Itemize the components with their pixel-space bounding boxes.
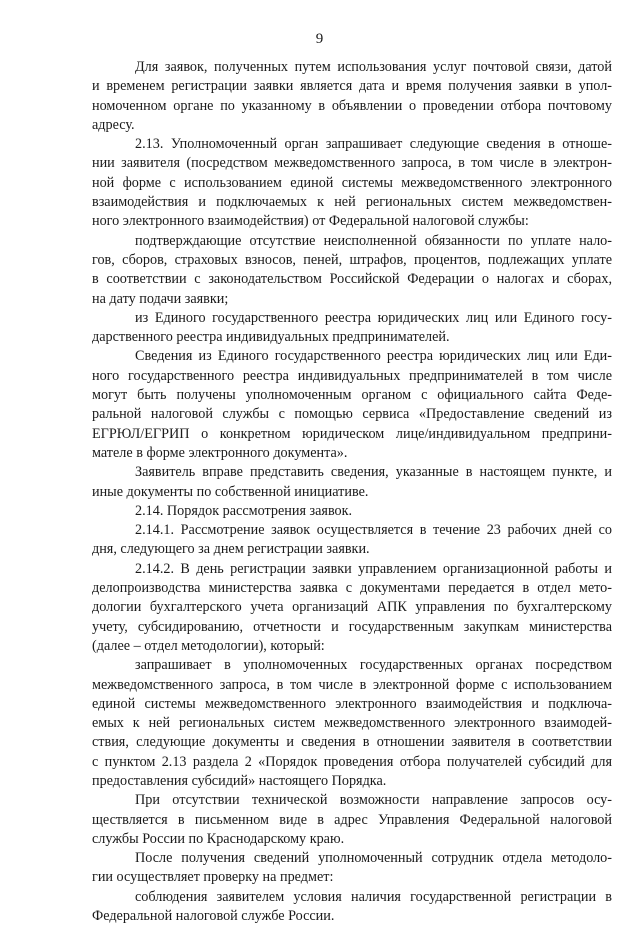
text-line: Для заявок, полученных путем использования услуг почтовой связи, датой	[135, 59, 612, 75]
text-line: Федеральной налоговой службе России.	[92, 908, 335, 925]
text-line: дологии бухгалтерского учета организаций АПК управления по бухгалтерскому	[92, 599, 612, 616]
text-line: нии заявителя (посредством межведомственного запроса, в том числе в электрон-	[92, 155, 612, 172]
text-line: 2.14. Порядок рассмотрения заявок.	[135, 502, 353, 519]
text-line: 2.13. Уполномоченный орган запрашивает следующие сведения в отноше-	[135, 136, 612, 153]
text-line: 2.14.1. Рассмотрение заявок осуществляется в течение 23 рабочих дней со	[135, 522, 612, 539]
text-line: ральной налоговой службы с помощью сервиса «Предоставление сведений из	[92, 406, 612, 423]
paragraph	[92, 560, 612, 656]
text-line: При отсутствии технической возможности направление запросов осу-	[135, 792, 612, 809]
text-line: иные документы по собственной инициативе.	[92, 483, 369, 500]
page-number: 9	[315, 31, 324, 47]
text-line: адресу.	[92, 116, 135, 133]
text-line: из Единого государственного реестра юридических лиц или Единого госу-	[135, 309, 612, 326]
text-line: ществляется в письменном виде в адрес Управления Федеральной налоговой	[92, 811, 612, 828]
text-line: гов, сборов, страховых взносов, пеней, штрафов, процентов, подлежащих уплате	[92, 251, 612, 268]
text-line: запрашивает в уполномоченных государственных органах посредством	[135, 657, 612, 674]
paragraph	[92, 502, 612, 521]
paragraph	[92, 135, 612, 231]
paragraph	[92, 521, 612, 560]
text-line: учету, субсидированию, отчетности и государственным закупкам министерства	[92, 618, 612, 635]
text-line: ЕГРЮЛ/ЕГРИП о конкретном юридическом лице/индивидуальном предприни-	[92, 425, 612, 442]
text-line: и временем регистрации заявки является дата и время получения заявки в упол-	[92, 78, 612, 95]
text-line: дня, следующего за днем регистрации заявки.	[92, 541, 370, 558]
text-line: единой системы межведомственного электронного взаимодействия и подключа-	[92, 695, 612, 712]
paragraph	[92, 791, 612, 849]
paragraph	[92, 309, 612, 348]
text-line: емых к ней региональных систем межведомственного электронного взаимодей-	[92, 715, 612, 732]
text-line: Сведения из Единого государственного реестра юридических лиц или Еди-	[135, 348, 612, 365]
text-line: взаимодействия и подключаемых к ней региональных систем межведомствен-	[92, 194, 612, 211]
text-line: гии осуществляет проверку на предмет:	[92, 869, 334, 886]
text-line: ного электронного взаимодействия) от Федеральной налоговой службы:	[92, 213, 529, 230]
text-line: соблюдения заявителем условия наличия государственной регистрации в	[135, 888, 612, 905]
text-line: ствия, следующие документы и сведения в отношении заявителя в соответствии	[92, 734, 612, 751]
paragraph	[92, 463, 612, 502]
text-line: предоставления субсидий» настоящего Порядка.	[92, 772, 387, 789]
text-line: делопроизводства министерства заявка с документами передается в отдел мето-	[92, 580, 612, 597]
text-line: 2.14.2. В день регистрации заявки управлением организационной работы и	[135, 560, 612, 577]
text-line: номоченном органе по указанному в объявлении о проведении отбора почтовому	[92, 97, 612, 114]
paragraph	[92, 849, 612, 888]
text-line: После получения сведений уполномоченный сотрудник отдела методоло-	[135, 850, 612, 867]
document-body	[92, 58, 612, 926]
paragraph	[92, 232, 612, 309]
text-line: могут быть получены уполномоченным органом с официального сайта Феде-	[92, 387, 612, 404]
text-line: на дату подачи заявки;	[92, 290, 229, 307]
text-line: в соответствии с законодательством Российской Федерации о налогах и сборах,	[92, 271, 612, 288]
text-line: дарственного реестра индивидуальных предпринимателей.	[92, 329, 450, 346]
paragraph	[92, 888, 612, 926]
text-line: межведомственного запроса, в том числе в электронной форме с использованием	[92, 676, 612, 693]
text-line: ной форме с использованием единой системы межведомственного электронного	[92, 174, 612, 191]
text-line: службы России по Краснодарскому краю.	[92, 830, 345, 847]
text-line: мателе в форме электронного документа».	[92, 444, 348, 461]
text-line: Заявитель вправе представить сведения, указанные в настоящем пункте, и	[135, 464, 612, 481]
text-line: с пунктом 2.13 раздела 2 «Порядок проведения отбора получателей субсидий для	[92, 753, 612, 770]
text-line: ного государственного реестра индивидуальных предпринимателей в том числе	[92, 367, 612, 384]
text-line: подтверждающие отсутствие неисполненной обязанности по уплате нало-	[135, 232, 612, 249]
text-line: (далее – отдел методологии), который:	[92, 637, 325, 654]
paragraph	[92, 656, 612, 791]
paragraph	[92, 347, 612, 463]
paragraph	[92, 58, 612, 135]
